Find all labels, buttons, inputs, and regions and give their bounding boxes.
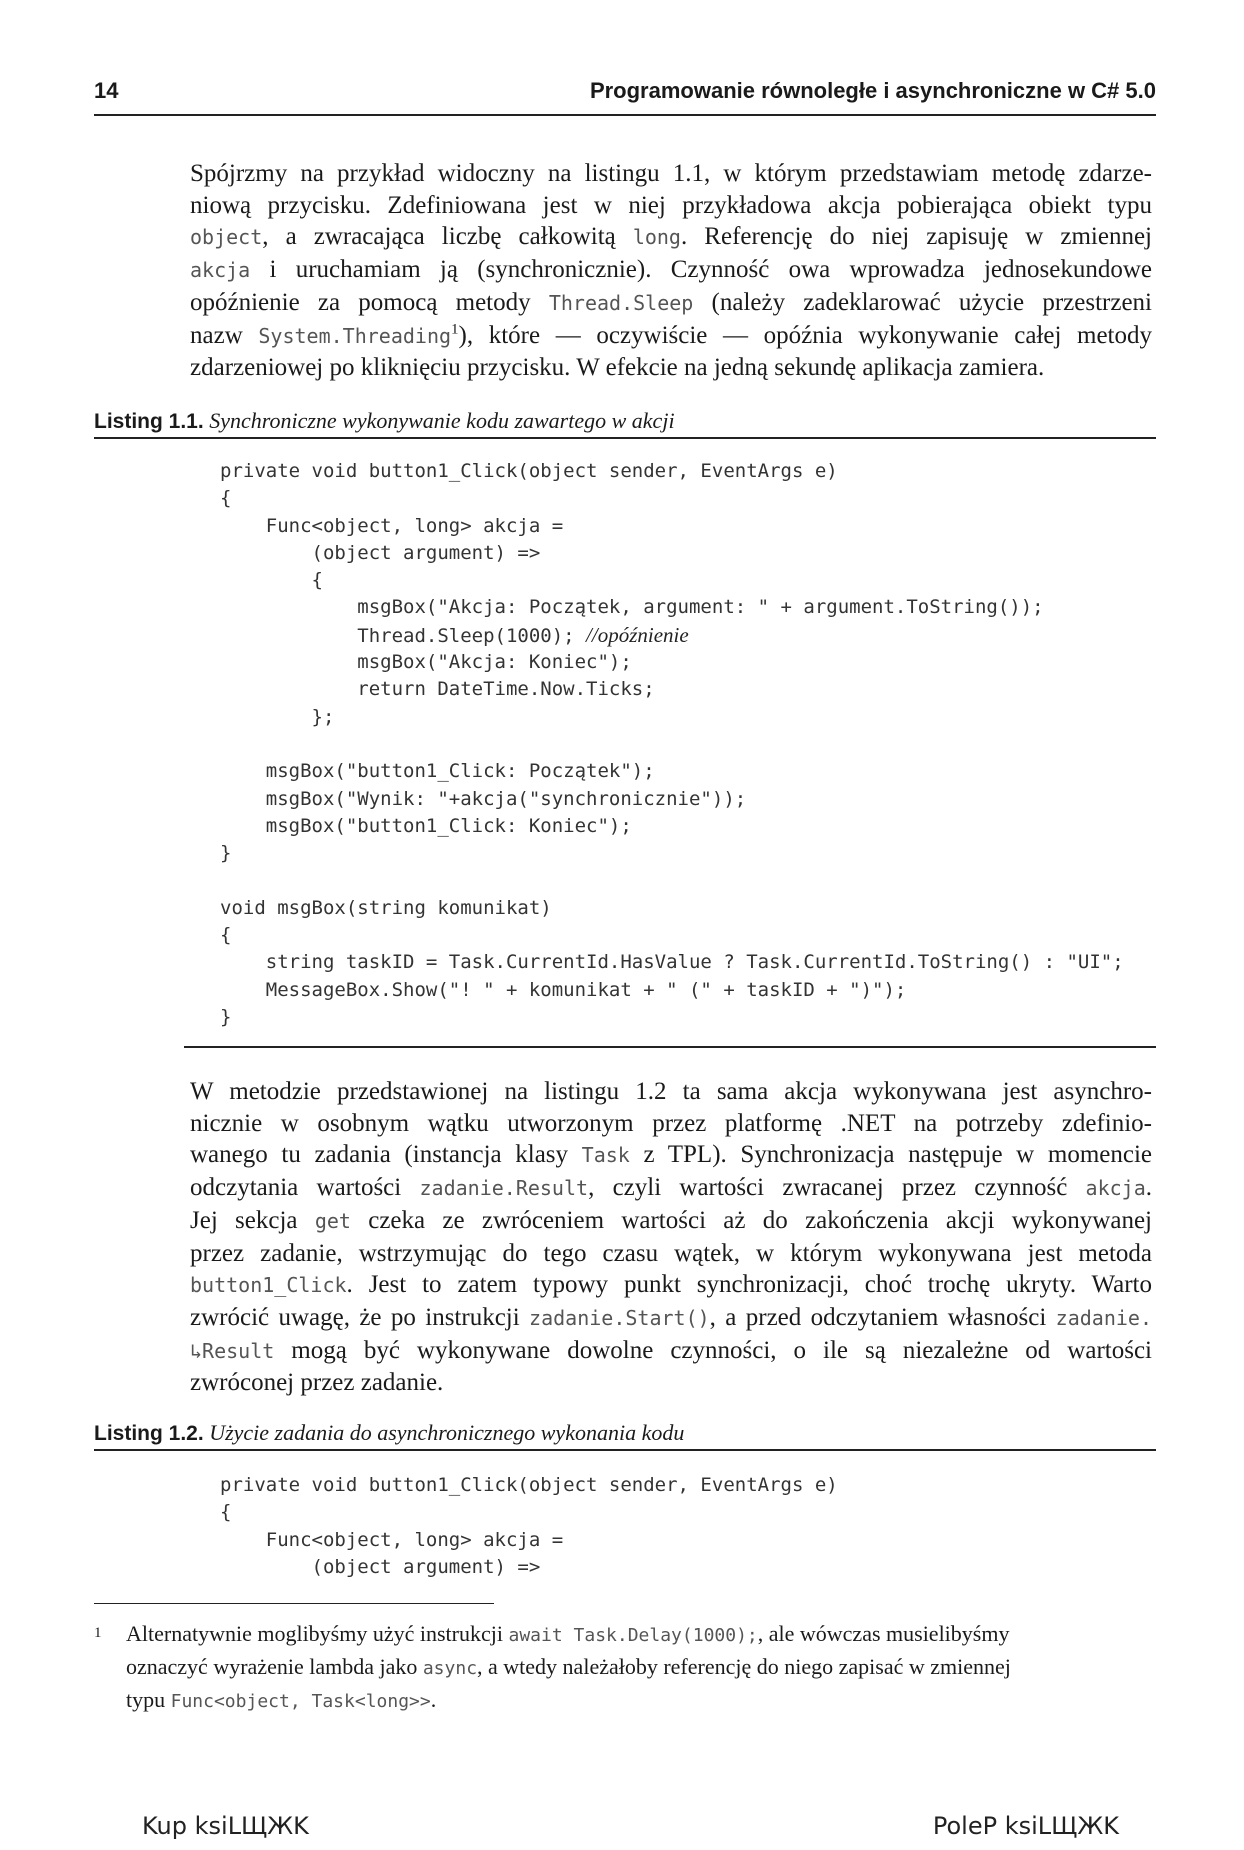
text-run: nicznie w osobnym wątku utworzonym przez platformę .NET na potrzeby zdefinio- [190, 1109, 1152, 1137]
listing-1-2-code [220, 1472, 838, 1581]
inline-code: async [422, 1658, 478, 1679]
text-run: , a zwracająca liczbę całkowitą [262, 223, 633, 251]
code-text: Thread.Sleep(1000); [220, 624, 587, 647]
code-text: msgBox("Akcja: Koniec"); [220, 651, 632, 674]
listing-1-1-heading [94, 408, 1156, 439]
text-run: , a wtedy należałoby referencję do niego zapisać w zmiennej [477, 1654, 1011, 1679]
inline-code: long [632, 225, 681, 250]
text-line [190, 1238, 1152, 1270]
text-run: (należy zadeklarować użycie przestrzeni [693, 288, 1153, 316]
code-comment: //opóźnienie [586, 622, 689, 647]
code-text: private void button1_Click(object sender, EventArgs e) [220, 1474, 838, 1496]
code-line [220, 1472, 838, 1499]
text-line [190, 1367, 1152, 1399]
code-line [220, 1004, 1124, 1031]
text-run: czeka ze zwróceniem wartości aż do zakończenia akcji wykonywanej [350, 1206, 1152, 1234]
text-run: oznaczyć wyrażenie lambda jako [126, 1654, 423, 1679]
code-line [220, 485, 1124, 512]
listing-caption: Synchroniczne wykonywanie kodu zawartego w akcji [209, 408, 675, 433]
code-line [220, 731, 1124, 758]
text-line [190, 287, 1152, 320]
code-line [220, 649, 1124, 676]
code-text: private void button1_Click(object sender, EventArgs e) [220, 460, 838, 482]
text-run: , a przed odczytaniem własności [709, 1303, 1056, 1331]
text-run: i uruchamiam ją (synchronicznie). Czynność owa wprowadza jednosekundowe [250, 256, 1152, 284]
inline-code: zadanie. [1055, 1305, 1152, 1330]
inline-code: object [190, 225, 263, 250]
code-text: return DateTime.Now.Ticks; [220, 678, 655, 701]
listing-1-2-heading [94, 1420, 1156, 1451]
code-line [220, 813, 1124, 840]
paragraph-async [190, 1076, 1152, 1399]
listing-label: Listing 1.1. [94, 410, 204, 433]
code-text: { [220, 569, 323, 592]
code-text: (object argument) => [220, 541, 541, 564]
code-line [220, 1499, 838, 1526]
footer-left-text: Kup ksiLЩЖK [142, 1812, 309, 1840]
inline-code: akcja [190, 258, 251, 283]
text-run: zwróconej przez zadanie. [190, 1369, 444, 1397]
footnote-text [126, 1618, 1146, 1717]
code-line [220, 786, 1124, 813]
text-run: . Jest to zatem typowy punkt synchronizacji, choć trochę ukryty. Warto [346, 1271, 1152, 1299]
code-line [220, 977, 1124, 1004]
code-line [220, 895, 1124, 922]
code-line [220, 922, 1124, 949]
text-line [190, 254, 1152, 287]
code-text: (object argument) => [220, 1555, 541, 1578]
footnote-line [126, 1684, 1146, 1717]
text-run: zwrócić uwagę, że po instrukcji [190, 1303, 530, 1331]
paragraph-intro [190, 158, 1152, 384]
text-run: , czyli wartości zwracanej przez czynność [588, 1174, 1086, 1202]
text-line [190, 1139, 1152, 1172]
footnote-ref: 1 [451, 321, 459, 338]
code-line [220, 540, 1124, 567]
text-run: mogą być wykonywane dowolne czynności, o ile są niezależne od wartości [274, 1336, 1152, 1364]
text-run: opóźnienie za pomocą metody [190, 288, 549, 316]
running-title: Programowanie równoległe i asynchroniczne w C# 5.0 [589, 78, 1156, 103]
footnote-line [126, 1651, 1146, 1684]
code-line [220, 867, 1124, 894]
inline-code: zadanie.Result [419, 1176, 589, 1201]
text-line [190, 190, 1152, 222]
code-text: Func<object, long> akcja = [220, 1528, 564, 1551]
code-line [220, 513, 1124, 540]
code-text: { [220, 487, 232, 510]
text-line [190, 1302, 1152, 1335]
code-line [220, 758, 1124, 785]
text-run: ), które — oczywiście — opóźnia wykonywanie całej metody [458, 321, 1153, 349]
text-line [190, 1172, 1152, 1205]
text-run: , ale wówczas musielibyśmy [757, 1621, 1010, 1646]
code-text: }; [220, 705, 335, 728]
code-line [220, 458, 1124, 485]
footnote-mark: 1 [94, 1625, 102, 1641]
code-line [220, 704, 1124, 731]
inline-code: button1_Click [190, 1273, 347, 1298]
text-run: Spójrzmy na przykład widoczny na listingu 1.1, w którym przedstawiam metodę zdarze- [190, 160, 1152, 187]
inline-code: akcja [1085, 1176, 1146, 1201]
text-run: niową przycisku. Zdefiniowana jest w niej przykładowa akcja pobierająca obiekt typu [190, 191, 1152, 219]
text-run: W metodzie przedstawionej na listingu 1.2 ta sama akcja wykonywana jest asynchro- [190, 1078, 1152, 1105]
inline-code: ↳Result [190, 1338, 275, 1363]
listing-label: Listing 1.2. [94, 1422, 204, 1445]
text-run: wanego tu zadania (instancja klasy [190, 1141, 582, 1169]
text-run: Alternatywnie moglibyśmy użyć instrukcji [126, 1621, 509, 1646]
listing-end-rule [184, 1046, 1156, 1048]
text-line [190, 158, 1152, 190]
text-line [190, 1205, 1152, 1238]
footnote-rule [94, 1603, 494, 1604]
code-text: msgBox("Wynik: "+akcja("synchronicznie")); [220, 787, 747, 810]
code-text: MessageBox.Show("! " + komunikat + " (" + taskID + ")"); [220, 978, 907, 1001]
text-line [190, 1108, 1152, 1140]
listing-1-1-code [220, 458, 1124, 1031]
code-text: Func<object, long> akcja = [220, 514, 564, 537]
code-text: msgBox("button1_Click: Początek"); [220, 760, 655, 783]
inline-code: Func<object, Task<long>> [170, 1691, 431, 1712]
text-run: odczytania wartości [190, 1174, 420, 1202]
inline-code: Thread.Sleep [548, 290, 694, 315]
code-text: string taskID = Task.CurrentId.HasValue ? Task.CurrentId.ToString() : "UI"; [220, 951, 1124, 974]
code-line [220, 567, 1124, 594]
text-line [190, 1269, 1152, 1302]
text-line [190, 1076, 1152, 1108]
inline-code: zadanie.Start() [529, 1305, 710, 1330]
code-text: { [220, 924, 232, 947]
text-run: przez zadanie, wstrzymując do tego czasu wątek, w którym wykonywana jest metoda [190, 1239, 1152, 1267]
code-line [220, 676, 1124, 703]
code-line [220, 594, 1124, 621]
code-text: msgBox("button1_Click: Koniec"); [220, 814, 632, 837]
inline-code: get [314, 1208, 351, 1233]
text-line [190, 221, 1152, 254]
text-run: . Referencję do niej zapisuję w zmiennej [680, 223, 1152, 251]
page-header [94, 78, 1156, 116]
code-text: } [220, 842, 232, 865]
code-line [220, 1527, 838, 1554]
footer-right-text: PoleP ksiLЩЖK [932, 1812, 1119, 1840]
text-run: zdarzeniowej po kliknięciu przycisku. W efekcie na jedną sekundę aplikacja zamiera. [190, 354, 1045, 382]
text-run: nazw [190, 321, 259, 349]
inline-code: System.Threading [258, 323, 452, 348]
footnote-line [126, 1618, 1146, 1651]
listing-caption: Użycie zadania do asynchronicznego wykonania kodu [209, 1420, 685, 1445]
text-run: Jej sekcja [190, 1206, 315, 1234]
code-text: void msgBox(string komunikat) [220, 896, 552, 919]
code-text: } [220, 1005, 232, 1028]
code-line [220, 622, 1124, 649]
text-run: . [430, 1687, 437, 1712]
code-text: msgBox("Akcja: Początek, argument: " + argument.ToString()); [220, 596, 1044, 619]
code-line [220, 949, 1124, 976]
text-line [190, 352, 1152, 384]
code-line [220, 840, 1124, 867]
text-run: z TPL). Synchronizacja następuje w momencie [629, 1141, 1152, 1169]
text-line [190, 320, 1152, 353]
inline-code: Task [581, 1143, 630, 1168]
inline-code: await Task.Delay(1000); [508, 1625, 758, 1646]
text-line [190, 1335, 1152, 1368]
code-text: { [220, 1501, 232, 1524]
text-run: . [1145, 1174, 1153, 1202]
page-number: 14 [94, 78, 119, 103]
code-line [220, 1554, 838, 1581]
text-run: typu [126, 1687, 171, 1712]
